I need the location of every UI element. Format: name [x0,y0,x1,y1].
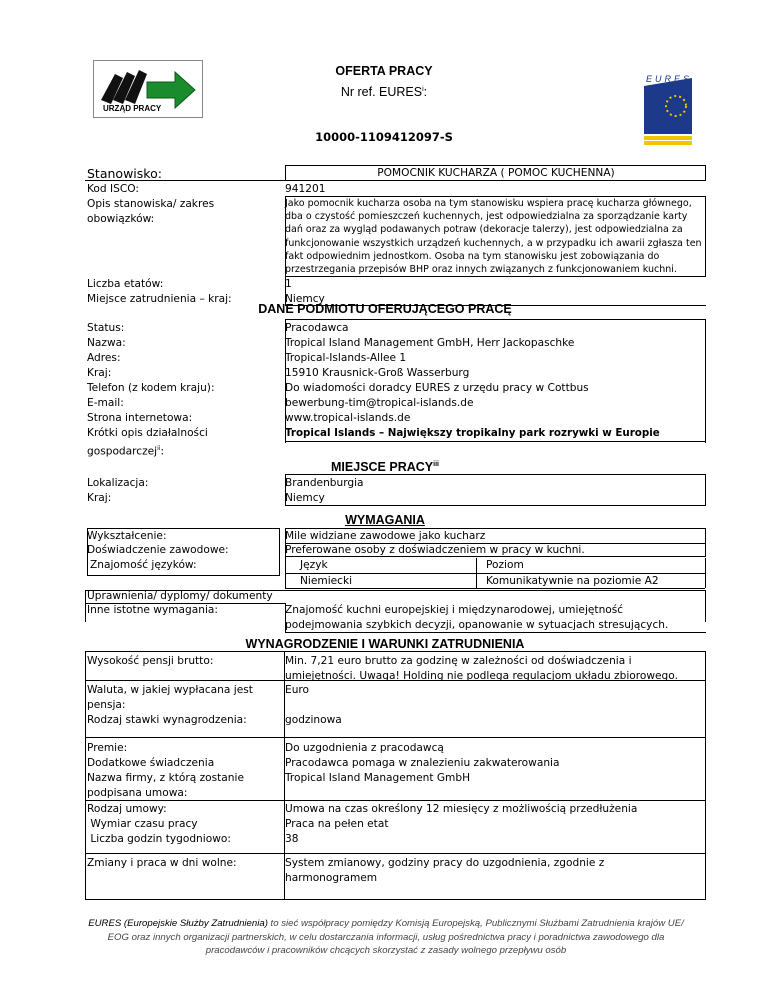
requirements-heading: WYMAGANIA [345,513,425,527]
bonus-label: Premie: [87,742,128,754]
isco-label: Kod ISCO: [87,183,139,195]
address-label: Adres: [87,352,121,364]
count-label: Liczba etatów: [87,278,164,290]
employer-heading: DANE PODMIOTU OFERUJĄCEGO PRACĘ [258,302,512,316]
permits-label: Uprawnienia/ dyplomy/ dokumenty [87,590,273,602]
experience-label: Doświadczenie zawodowe: [87,544,229,556]
other-label: Inne istotne wymagania: [87,604,218,616]
time-value: Praca na pełen etat [285,818,389,830]
country-label: Miejsce zatrudnienia – kraj: [87,293,232,305]
ref-number: 10000-1109412097-S [315,130,453,144]
employer-country-value: 15910 Krausnick-Groß Wasserburg [285,367,470,379]
locality-label: Lokalizacja: [87,477,149,489]
salary-heading: WYNAGRODZENIE I WARUNKI ZATRUDNIENIA [245,637,525,651]
desc-label: Opis stanowiska/ zakres obowiązków: [87,198,215,225]
time-label: Wymiar czasu pracy [87,818,198,830]
company-label: Nazwa firmy, z którą zostanie podpisana umowa: [87,772,244,799]
logo-left-text: URZĄD PRACY [103,104,162,113]
status-value: Pracodawca [285,322,349,334]
location-heading-note: iii [433,460,439,468]
rate-label: Rodzaj stawki wynagrodzenia: [87,714,247,726]
lang-col-level: Poziom [486,559,524,571]
name-value: Tropical Island Management GmbH, Herr Jackopaschke [285,337,575,349]
lang-level: Komunikatywnie na poziomie A2 [486,575,659,587]
about-label-text: Krótki opis działalności gospodarczej [87,427,208,458]
contract-value: Umowa na czas określony 12 miesięcy z możliwością przedłużenia [285,803,638,815]
location-country-label: Kraj: [87,492,112,504]
phone-value: Do wiadomości doradcy EURES z urzędu pracy w Cottbus [285,382,589,394]
position-value: POMOCNIK KUCHARZA ( POMOC KUCHENNA) [377,167,615,179]
languages-label: Znajomość języków: [90,559,197,571]
footer-note [86,917,686,958]
benefits-label: Dodatkowe świadczenia [87,757,215,769]
employer-country-label: Kraj: [87,367,112,379]
desc-value: Jako pomocnik kucharza osoba na tym stanowisku wspiera pracę kucharza głównego, dba o czystość pomieszczeń kuchennych, jest odpowiedzialna za sporządzanie karty dań oraz za wygląd podawanych potraw (dekoracje talerzy), jest odpowiedzialna za funkcjonowanie wszystkich urządzeń kuchennych, a w przypadku ich awarii zgłasza ten fakt odpowiednim jednostkom. Osoba na tym stanowisku jest zobowiązania do przestrzegania przepisów BHP oraz innych związanych z funkcjonowaniem kuchni. [285,198,702,276]
ref-colon: : [423,85,428,99]
about-value: Tropical Islands – Największy tropikalny park rozrywki w Europie [285,427,660,439]
experience-value: Preferowane osoby z doświadczeniem w pracy w kuchni. [285,544,585,556]
company-value: Tropical Island Management GmbH [285,772,471,784]
currency-label: Waluta, w jakiej wypłacana jest pensja: [87,684,253,711]
urzad-pracy-logo [93,60,203,118]
bonus-value: Do uzgodnienia z pracodawcą [285,742,444,754]
footer-lead: EURES (Europejskie Służby Zatrudnienia) [88,918,268,929]
contract-label: Rodzaj umowy: [87,803,167,815]
ref-label-text: Nr ref. EURES [340,85,423,99]
about-note: ii [157,445,161,452]
position-label: Stanowisko: [87,166,162,181]
email-label: E-mail: [87,397,124,409]
benefits-value: Pracodawca pomaga w znalezieniu zakwaterowania [285,757,560,769]
currency-value: Euro [285,684,310,696]
web-value[interactable]: www.tropical-islands.de [285,412,411,424]
web-label: Strona internetowa: [87,412,193,424]
eures-logo-text: EURES [646,74,693,84]
gross-label: Wysokość pensji brutto: [87,655,214,667]
count-value: 1 [285,278,292,290]
status-label: Status: [87,322,125,334]
page-title: OFERTA PRACY [335,64,433,78]
locality-value: Brandenburgia [285,477,364,489]
ref-note: i [422,85,424,93]
hours-label: Liczba godzin tygodniowo: [87,833,231,845]
about-colon: : [160,445,165,458]
about-label [87,426,262,460]
address-value: Tropical-Islands-Allee 1 [285,352,407,364]
email-value[interactable]: bewerbung-tim@tropical-islands.de [285,397,474,409]
phone-label: Telefon (z kodem kraju): [87,382,215,394]
country-value: Niemcy [285,293,325,305]
rate-value: godzinowa [285,714,342,726]
eures-logo [640,74,696,148]
shifts-label: Zmiany i praca w dni wolne: [87,857,237,869]
location-heading [235,460,535,474]
education-label: Wykształcenie: [87,530,167,542]
footer-text: to sieć współpracy pomiędzy Komisją Europejską, Publicznymi Służbami Zatrudnienia krajów UE/ EOG oraz innych organizacji partnerskich, w celu dostarczania informacji, usług pośrednictwa pracy i poradnictwa zawodowego dla pracodawców i pracowników chcących skorzystać z zasady wolnego przepływu osób [107,918,684,957]
lang-name: Niemiecki [300,575,353,587]
name-label: Nazwa: [87,337,126,349]
lang-col-language: Język [300,559,328,571]
location-heading-text: MIEJSCE PRACY [331,460,434,474]
hours-value: 38 [285,833,299,845]
gross-value: Min. 7,21 euro brutto za godzinę w zależności od doświadczenia i umiejętności. Uwaga! Holding nie podlega regulacjom układu zbiorowego. [285,655,678,682]
shifts-value: System zmianowy, godziny pracy do uzgodnienia, zgodnie z harmonogramem [285,857,605,884]
other-value: Znajomość kuchni europejskiej i międzynarodowej, umiejętność podejmowania szybkich decyzji, opanowanie w sytuacjach stresujących. [285,604,669,631]
isco-value: 941201 [285,183,326,195]
education-value: Mile widziane zawodowe jako kucharz [285,530,486,542]
location-country-value: Niemcy [285,492,325,504]
ref-label [284,85,484,99]
